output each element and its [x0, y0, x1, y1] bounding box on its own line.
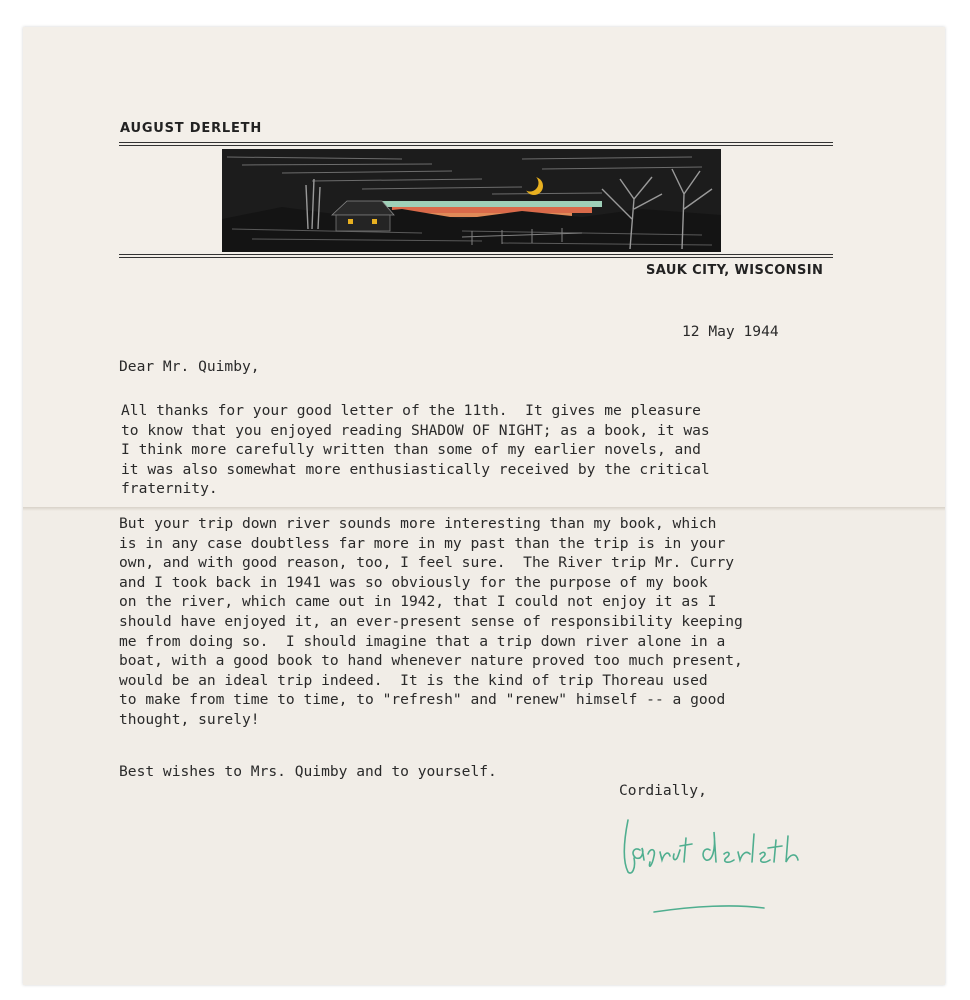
handwritten-signature [614, 810, 814, 920]
letterhead-rule [119, 145, 833, 146]
letterhead-location: SAUK CITY, WISCONSIN [646, 263, 824, 278]
letterhead-rule [119, 257, 833, 258]
letter-paragraph: But your trip down river sounds more interesting than my book, which is in any case doubtless far more in my past than the trip is in your own, and with good reason, too, I feel sure. The River trip Mr. Curry and I took back in 1941 was so obviously for the purpose of my book on the river, which came out in 1942, that I could not enjoy it as I should have enjoyed it, an ever-present sense of responsibility keeping me from doing so. I should imagine that a trip down river alone in a boat, with a good book to hand whenever nature proved too much present, would be an ideal trip indeed. It is the kind of trip Thoreau used to make from time to time, to "refresh" and "renew" himself -- a good thought, surely! [119, 515, 743, 728]
fold-crease [23, 507, 945, 511]
letter-salutation: Dear Mr. Quimby, [119, 358, 260, 375]
woodcut-landscape-illustration [222, 149, 721, 252]
letterhead-rule [119, 142, 833, 143]
letter-valediction: Cordially, [619, 782, 707, 799]
letterhead-rule [119, 254, 833, 255]
letter-paragraph: All thanks for your good letter of the 11th. It gives me pleasure to know that you enjoyed reading SHADOW OF NIGHT; as a book, it was I think more carefully written than some of my earlier novels, and it was also somewhat more enthusiastically received by the critical fraternity. [121, 402, 710, 498]
letter-date: 12 May 1944 [682, 323, 779, 340]
letter-closing-wishes: Best wishes to Mrs. Quimby and to yourself. [119, 763, 497, 780]
letterhead-name: AUGUST DERLETH [120, 121, 262, 136]
